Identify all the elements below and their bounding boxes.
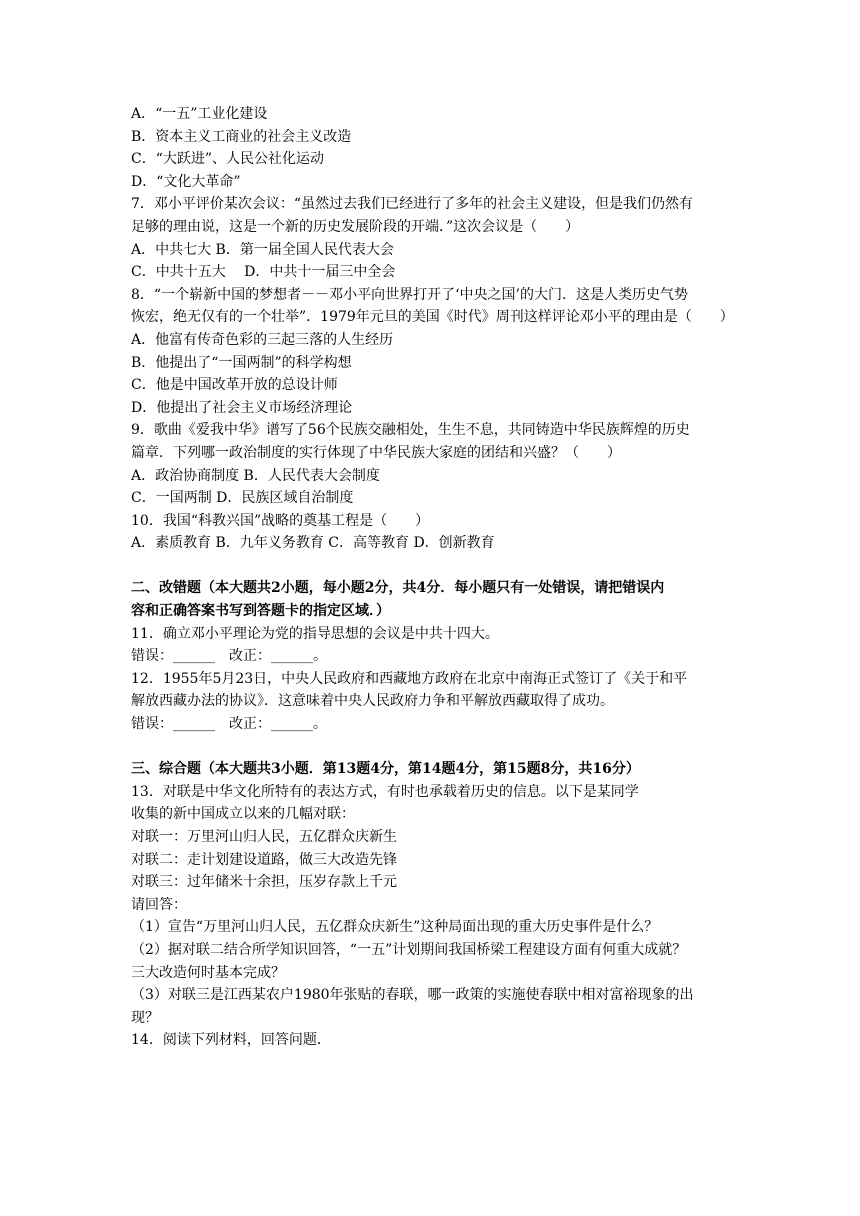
q9-options-ab: A．政治协商制度 B．人民代表大会制度 bbox=[131, 467, 380, 484]
q6-option-c: C．“大跃进”、人民公社化运动 bbox=[131, 151, 325, 168]
q8-option-d: D．他提出了社会主义市场经济理论 bbox=[131, 399, 353, 416]
q8-option-b: B．他提出了“一国两制”的科学构想 bbox=[131, 354, 352, 371]
q13-prompt: 请回答： bbox=[131, 896, 187, 913]
q10-options: A．素质教育 B．九年义务教育 C．高等教育 D．创新教育 bbox=[131, 535, 495, 552]
q13-subquestion-2-cont: 三大改造何时基本完成？ bbox=[131, 964, 285, 981]
q6-option-d: D．“文化大革命” bbox=[131, 173, 241, 190]
q9-stem-line-2: 篇章．下列哪一政治制度的实行体现了中华民族大家庭的团结和兴盛？（ ） bbox=[131, 444, 621, 461]
q8-option-a: A．他富有传奇色彩的三起三落的人生经历 bbox=[131, 331, 394, 348]
q10-stem: 10．我国“科教兴国”战略的奠基工程是（ ） bbox=[131, 512, 430, 529]
q13-subquestion-3: （3）对联三是江西某农户1980年张贴的春联，哪一政策的实施使春联中相对富裕现象的出 bbox=[131, 987, 694, 1004]
section-3-heading: 三、综合题（本大题共3小题．第13题4分，第14题4分，第15题8分，共16分） bbox=[131, 761, 640, 778]
q11-answer-blanks: 错误：______ 改正：______。 bbox=[131, 648, 327, 665]
q7-stem-line-2: 足够的理由说，这是一个新的历史发展阶段的开端．”这次会议是（ ） bbox=[131, 218, 580, 235]
q13-couplet-3: 对联三：过年储米十余担，压岁存款上千元 bbox=[131, 874, 397, 891]
q6-option-b: B．资本主义工商业的社会主义改造 bbox=[131, 128, 352, 145]
q8-stem-line-2: 恢宏，绝无仅有的一个壮举”．1979年元旦的美国《时代》周刊这样评论邓小平的理由是（ ） bbox=[131, 309, 734, 326]
q11-stem: 11．确立邓小平理论为党的指导思想的会议是中共十四大。 bbox=[131, 625, 499, 642]
q13-subquestion-3-cont: 现？ bbox=[131, 1009, 159, 1026]
q6-option-a: A．“一五”工业化建设 bbox=[131, 106, 268, 122]
section-spacer bbox=[131, 736, 736, 759]
q12-stem-line-2: 解放西藏办法的协议》．这意味着中央人民政府力争和平解放西藏取得了成功。 bbox=[131, 693, 614, 710]
q9-stem-line-1: 9．歌曲《爱我中华》谱写了56个民族交融相处，生生不息，共同铸造中华民族辉煌的历史 bbox=[131, 422, 690, 439]
section-2-heading-line-1: 二、改错题（本大题共2小题，每小题2分，共4分．每小题只有一处错误，请把错误内 bbox=[131, 580, 665, 597]
q12-answer-blanks: 错误：______ 改正：______。 bbox=[131, 716, 327, 733]
q13-subquestion-1: （1）宣告“万里河山归人民，五亿群众庆新生”这种局面出现的重大历史事件是什么？ bbox=[131, 919, 659, 936]
exam-content bbox=[131, 103, 736, 1052]
q7-stem-line-1: 7．邓小平评价某次会议：“虽然过去我们已经进行了多年的社会主义建设，但是我们仍然有 bbox=[131, 196, 694, 213]
q13-couplet-2: 对联二：走计划建设道路，做三大改造先锋 bbox=[131, 851, 397, 868]
q13-subquestion-2: （2）据对联二结合所学知识回答，“一五”计划期间我国桥梁工程建设方面有何重大成就？ bbox=[131, 941, 687, 958]
q13-line: 13．对联是中华文化所特有的表达方式，有时也承载着历史的信息。以下是某同学 bbox=[131, 783, 639, 800]
q8-option-c: C．他是中国改革开放的总设计师 bbox=[131, 377, 338, 394]
q7-options-cd: C．中共十五大 D．中共十一届三中全会 bbox=[131, 264, 396, 281]
q13-line: 收集的新中国成立以来的几幅对联： bbox=[131, 806, 355, 823]
section-spacer bbox=[131, 555, 736, 578]
q12-stem-line-1: 12．1955年5月23日，中央人民政府和西藏地方政府在北京中南海正式签订了《关于和平 bbox=[131, 670, 688, 687]
section-2-heading-line-2: 容和正确答案书写到答题卡的指定区域．） bbox=[131, 603, 390, 620]
q9-options-cd: C．一国两制 D．民族区域自治制度 bbox=[131, 490, 354, 507]
q8-stem-line-1: 8．“一个崭新中国的梦想者－－邓小平向世界打开了‘中央之国’的大门．这是人类历史气势 bbox=[131, 286, 688, 303]
q7-options-ab: A．中共七大 B．第一届全国人民代表大会 bbox=[131, 241, 394, 258]
q14-stem: 14．阅读下列材料，回答问题． bbox=[131, 1032, 331, 1049]
q13-couplet-1: 对联一：万里河山归人民，五亿群众庆新生 bbox=[131, 829, 397, 845]
